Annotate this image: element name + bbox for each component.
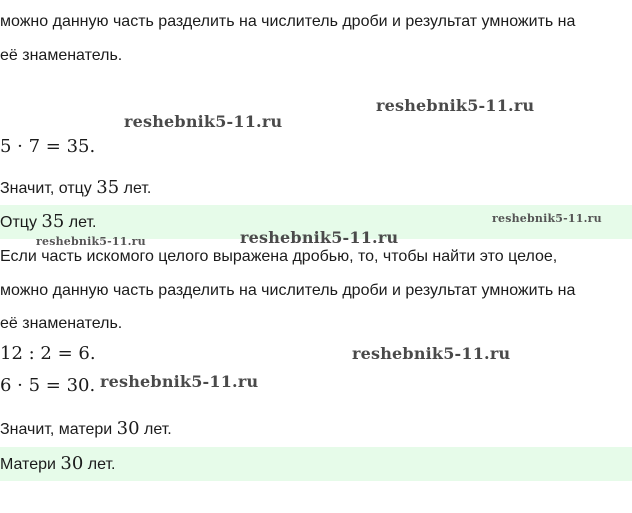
watermark: reshebnik5-11.ru [240,228,399,247]
answer-suffix: лет. [68,214,97,231]
answer-suffix: лет. [87,456,116,473]
watermark: reshebnik5-11.ru [124,112,283,131]
conclusion-text [0,178,151,199]
watermark: reshebnik5-11.ru [492,212,602,225]
watermark: reshebnik5-11.ru [376,96,535,115]
conclusion-number: 35 [96,177,120,198]
paragraph-line: её знаменатель. [0,47,123,64]
watermark: reshebnik5-11.ru [352,344,511,363]
paragraph-line: можно данную часть разделить на числитель дроби и результат умножить на [0,282,576,299]
paragraph-line: Если часть искомого целого выражена дробью, то, чтобы найти это целое, [0,248,558,265]
conclusion-prefix: Значит, отцу [0,180,92,197]
answer-number: 30 [60,453,84,474]
conclusion-prefix: Значит, матери [0,421,113,438]
conclusion-text [0,419,172,440]
equation: 6 · 5 = 30. [0,375,96,396]
answer-prefix: Матери [0,456,56,473]
answer-prefix: Отцу [0,214,37,231]
conclusion-number: 30 [116,418,140,439]
watermark: reshebnik5-11.ru [36,235,146,248]
watermark: reshebnik5-11.ru [100,372,259,391]
answer-number: 35 [41,211,65,232]
equation: 5 · 7 = 35. [0,136,96,157]
equation: 12 : 2 = 6. [0,343,96,364]
paragraph-line: можно данную часть разделить на числитель дроби и результат умножить на [0,13,576,30]
conclusion-suffix: лет. [144,421,172,438]
paragraph-line: её знаменатель. [0,315,123,332]
answer-box [0,447,632,481]
conclusion-suffix: лет. [123,180,152,197]
